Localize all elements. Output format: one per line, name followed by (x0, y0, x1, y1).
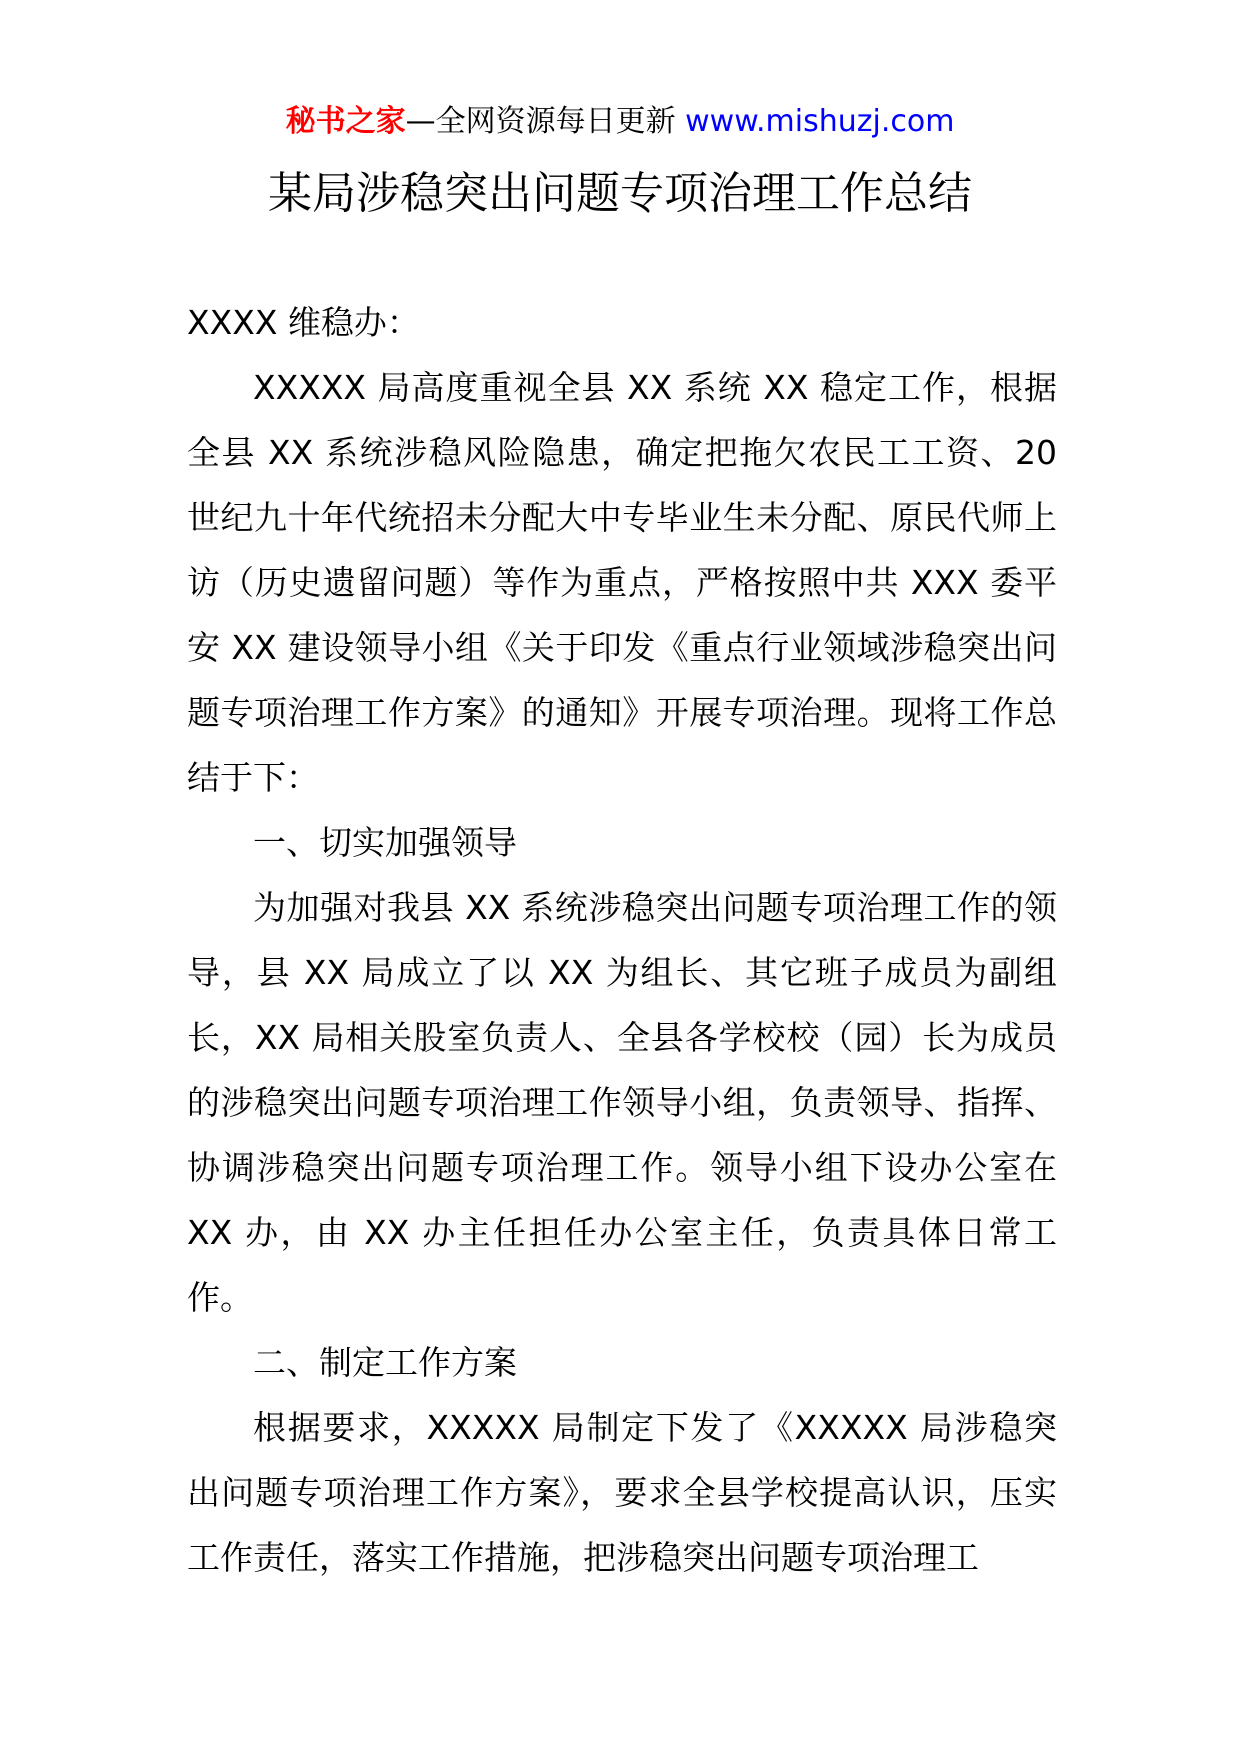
salutation: XXXX 维稳办： (187, 303, 420, 342)
paragraph-section-1: 为加强对我县 XX 系统涉稳突出问题专项治理工作的领导，县 XX 局成立了以 XX 为组长、其它班子成员为副组长，XX 局相关股室负责人、全县各学校校（园）长为成员的涉稳突出问题专项治理工作领导小组，负责领导、指挥、协调涉稳突出问题专项治理工作。领导小组下设办公室在 XX 办，由 XX 办主任担任办公室主任，负责具体日常工作。 (187, 888, 1057, 1317)
section-heading-1: 一、切实加强领导 (253, 823, 517, 862)
site-header (0, 102, 1240, 142)
site-slogan: —全网资源每日更新 (405, 104, 676, 139)
document-title: 某局涉稳突出问题专项治理工作总结 (268, 168, 972, 219)
section-heading-2: 二、制定工作方案 (253, 1343, 517, 1382)
document-body (187, 290, 1057, 1590)
site-url-link[interactable]: www.mishuzj.com (685, 104, 955, 139)
paragraph-intro: XXXXX 局高度重视全县 XX 系统 XX 稳定工作，根据全县 XX 系统涉稳风险隐患，确定把拖欠农民工工资、20 世纪九十年代统招未分配大中专毕业生未分配、原民代师上访（历史遗留问题）等作为重点，严格按照中共 XXX 委平安 XX 建设领导小组《关于印发《重点行业领域涉稳突出问题专项治理工作方案》的通知》开展专项治理。现将工作总结于下： (187, 368, 1057, 797)
paragraph-section-2: 根据要求，XXXXX 局制定下发了《XXXXX 局涉稳突出问题专项治理工作方案》，要求全县学校提高认识，压实工作责任，落实工作措施，把涉稳突出问题专项治理工 (187, 1408, 1057, 1577)
site-brand: 秘书之家 (285, 104, 406, 139)
